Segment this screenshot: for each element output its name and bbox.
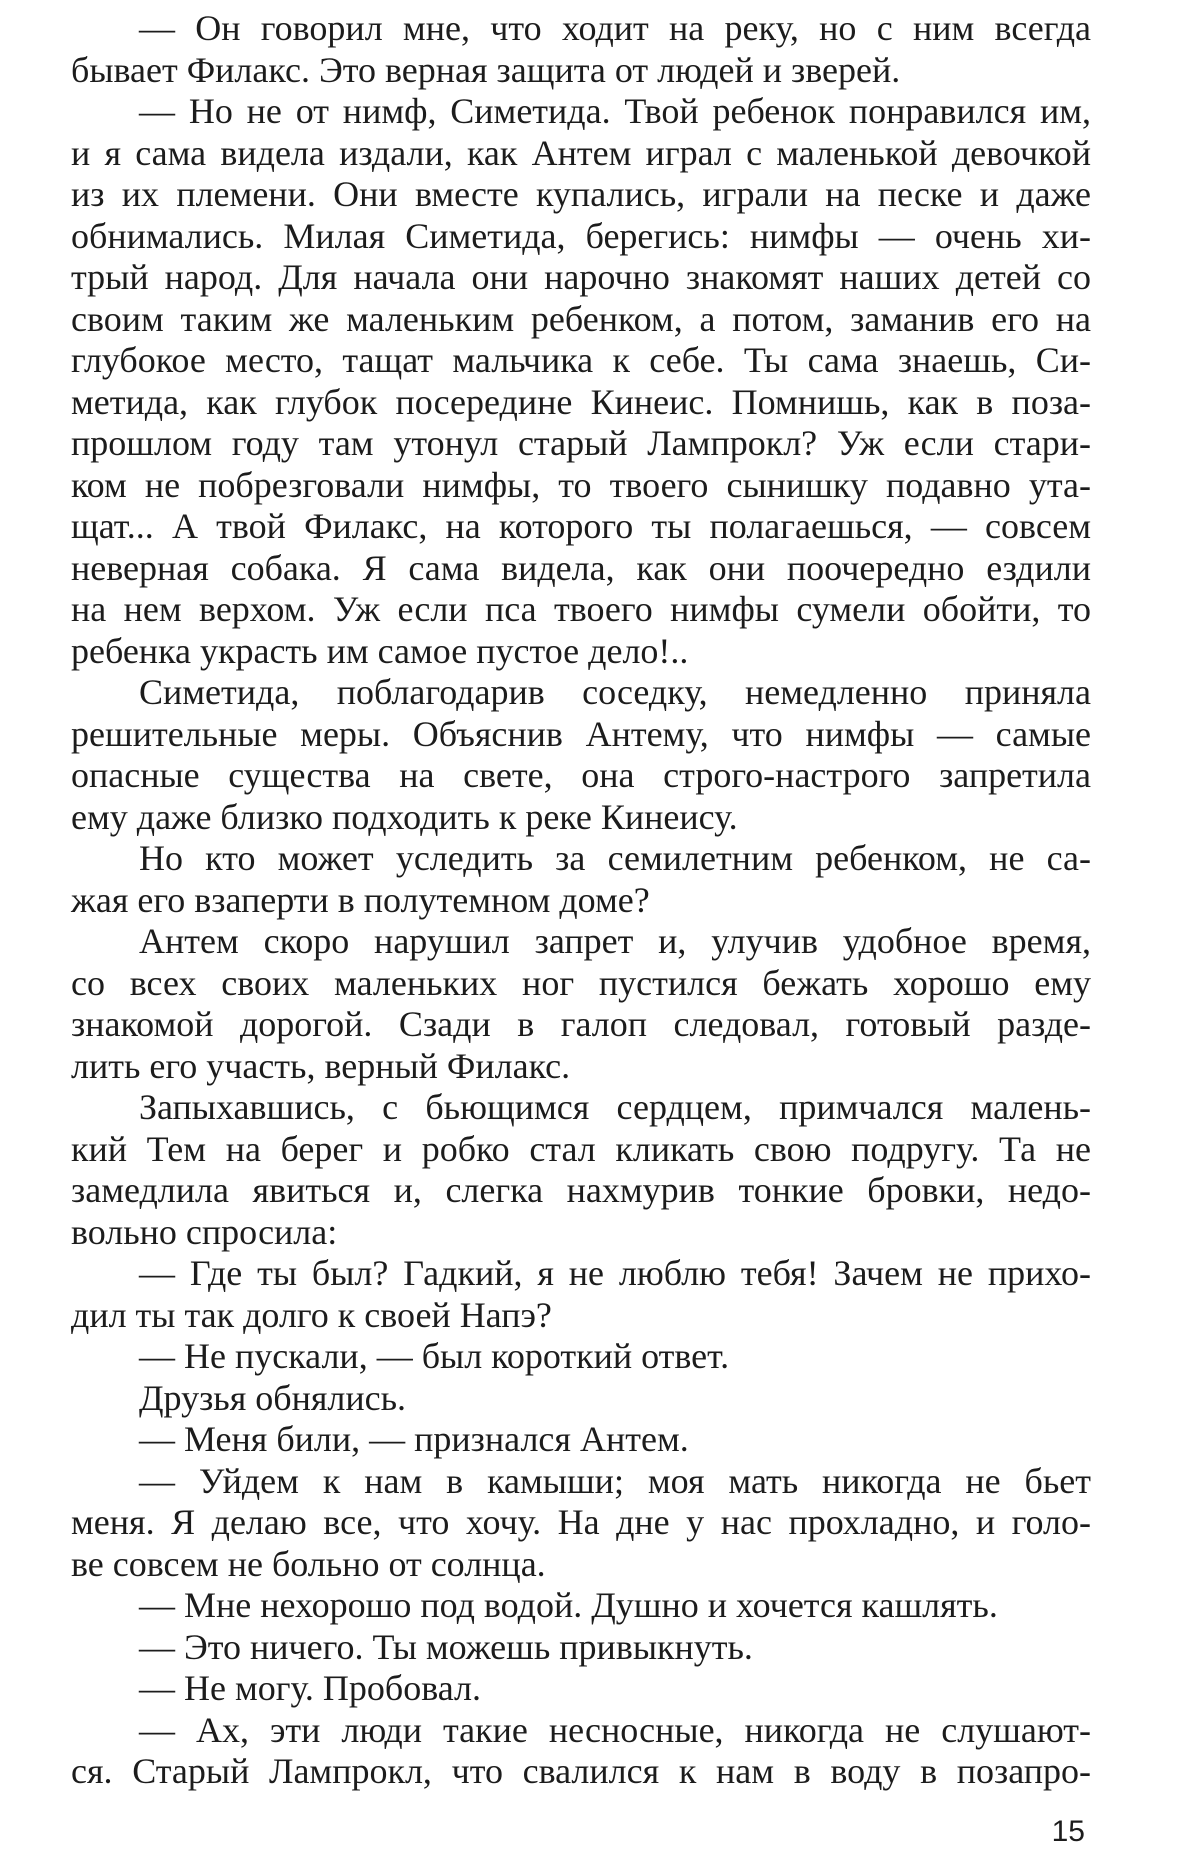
text-line: и я сама видела издали, как Антем играл с маленькой девочкой (71, 132, 1091, 173)
text-line: вольно спросила: (71, 1211, 338, 1252)
text-line: — Где ты был? Гадкий, я не люблю тебя! Зачем не прихо- (139, 1253, 1091, 1293)
text-line: ся. Старый Лампрокл, что свалился к нам в воду в позапро- (71, 1751, 1091, 1791)
book-page-text (71, 8, 1091, 1793)
text-line: Запыхавшись, с бьющимся сердцем, примчался малень- (139, 1087, 1091, 1127)
text-line: кий Тем на берег и робко стал кликать свою подругу. Та не (71, 1128, 1091, 1169)
text-line: — Меня били, — признался Антем. (139, 1419, 689, 1459)
text-line: ве совсем не больно от солнца. (71, 1543, 546, 1584)
text-line: — Мне нехорошо под водой. Душно и хочется кашлять. (139, 1585, 998, 1625)
text-line: — Уйдем к нам в камыши; моя мать никогда не бьет (139, 1460, 1091, 1501)
text-line: своим таким же маленьким ребенком, а потом, заманив его на (71, 298, 1091, 339)
text-line: ему даже близко подходить к реке Кинеису. (71, 796, 738, 837)
text-line: обнимались. Милая Симетида, берегись: нимфы — очень хи- (71, 215, 1091, 256)
text-line: знакомой дорогой. Сзади в галоп следовал, готовый разде- (71, 1004, 1091, 1044)
text-line: — Не могу. Пробовал. (139, 1668, 482, 1708)
text-line: Симетида, поблагодарив соседку, немедленно приняла (139, 672, 1091, 712)
text-line: — Но не от нимф, Симетида. Твой ребенок понравился им, (139, 91, 1091, 131)
text-line: метида, как глубок посередине Кинеис. Помнишь, как в поза- (71, 381, 1091, 422)
text-line: замедлила явиться и, слегка нахмурив тонкие бровки, недо- (71, 1170, 1091, 1210)
text-line: меня. Я делаю все, что хочу. На дне у нас прохладно, и голо- (71, 1502, 1091, 1542)
text-line: глубокое место, тащат мальчика к себе. Ты сама знаешь, Си- (71, 340, 1091, 380)
text-line: опасные существа на свете, она строго-настрого запретила (71, 755, 1091, 795)
text-line: — Ах, эти люди такие несносные, никогда не слушают- (139, 1709, 1091, 1750)
text-line: — Он говорил мне, что ходит на реку, но с ним всегда (139, 8, 1091, 48)
text-line: на нем верхом. Уж если пса твоего нимфы сумели обойти, то (71, 589, 1091, 629)
text-line: решительные меры. Объяснив Антему, что нимфы — самые (71, 713, 1091, 754)
text-line: Антем скоро нарушил запрет и, улучив удобное время, (139, 921, 1091, 961)
text-line: ком не побрезговали нимфы, то твоего сынишку подавно ута- (71, 464, 1091, 505)
text-line: прошлом году там утонул старый Лампрокл? Уж если стари- (71, 423, 1091, 463)
text-line: щат... А твой Филакс, на которого ты полагаешься, — совсем (71, 506, 1091, 546)
text-line: — Это ничего. Ты можешь привыкнуть. (139, 1626, 753, 1667)
text-line: бывает Филакс. Это верная защита от людей и зверей. (71, 49, 901, 90)
text-line: дил ты так долго к своей Напэ? (71, 1294, 552, 1335)
text-line: — Не пускали, — был короткий ответ. (139, 1336, 730, 1376)
text-line: неверная собака. Я сама видела, как они поочередно ездили (71, 547, 1091, 588)
text-line: ребенка украсть им самое пустое дело!.. (71, 630, 689, 671)
text-line: Друзья обнялись. (139, 1377, 407, 1418)
text-line: Но кто может уследить за семилетним ребенком, не са- (139, 838, 1091, 878)
page-number: 15 (1051, 1815, 1085, 1848)
text-line: из их племени. Они вместе купались, играли на песке и даже (71, 174, 1091, 214)
text-line: лить его участь, верный Филакс. (71, 1045, 571, 1086)
text-line: жая его взаперти в полутемном доме? (71, 879, 650, 920)
text-line: трый народ. Для начала они нарочно знакомят наших детей со (71, 257, 1091, 297)
text-line: со всех своих маленьких ног пустился бежать хорошо ему (71, 962, 1091, 1003)
